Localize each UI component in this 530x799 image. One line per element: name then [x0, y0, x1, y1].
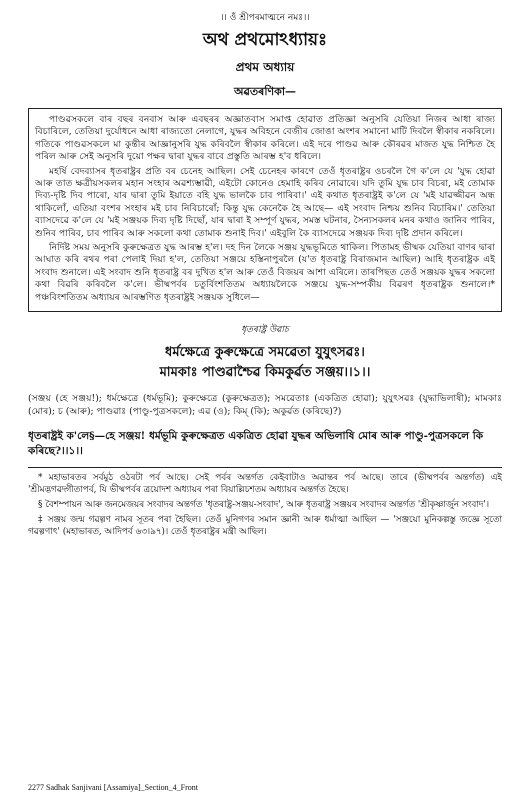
word-gloss: (সঞ্জয় (হে সঞ্জয়!); ধৰ্মক্ষেত্ৰে (ধৰ্মভূমি); কুৰুক্ষেত্ৰে (কুৰুক্ষেত্ৰত); সমৱেতাঃ (একত্ৰিত হোৱা); যুযুৎসৱঃ (যুদ্ধাভিলাষী); মামকাঃ (মোৰ); চ (আৰু); পাণ্ডৱাঃ (পাণ্ডু-পুত্ৰসকলে); এৱ (ও); কিম্ (কি); অকুৰ্ৱত (কৰিছে)?) — [28, 393, 502, 417]
footnote-divider — [28, 467, 502, 468]
invocation: ।। ওঁ শ্ৰীপৰমাত্মনে নমঃ।। — [220, 13, 310, 23]
footnote-1: * মহাভাৰতৰ সৰ্বমুঠ ওঠৰটা পৰ্ব আছে। সেই পৰ্বৰ অন্তৰ্গত কেইবাটাও অৱান্তৰ পৰ্ব আছে। তাৰে (ভীষ্মপৰ্বৰ অন্তৰ্গত) এই 'শ্ৰীমদ্ভগৱদ্গীতাপৰ্ব, যি ভীষ্মপৰ্বৰ ত্ৰয়োদশ অধ্যায়ৰ পৰা বিয়াল্লিচশতম অধ্যায়ৰ অন্তৰ্গত হৈছে। — [28, 472, 502, 495]
verse — [28, 343, 502, 383]
chapter-title: অথ প্ৰথমোঽধ্যায়ঃ — [202, 30, 328, 50]
footnote-2: § বৈশম্পায়ন আৰু জনমেজয়ৰ সংবাদৰ অন্তৰ্গত 'ধৃতৰাষ্ট্ৰ-সঞ্জয়-সংবাদ', আৰু ধৃতৰাষ্ট্ৰ সঞ্জয়ৰ সংবাদৰ অন্তৰ্গত 'শ্ৰীকৃষ্ণাৰ্জুন সংবাদ'। — [38, 499, 489, 510]
intro-box — [28, 108, 502, 312]
intro-paragraph-3: নিৰ্দিষ্ট সময় অনুসৰি কুৰুক্ষেত্ৰত যুদ্ধ আৰম্ভ হ'ল। দহ দিন লৈকে সঞ্জয় যুদ্ধভূমিতে থাকিল। পিতামহ ভীষ্মক যেতিয়া বাণৰ দ্বাৰা আঘাত কৰি ৰথৰ পৰা পেলাই দিয়া হ'ল, তেতিয়া সঞ্জয়ে হস্তিনাপুৰলৈ (য'ত ধৃতৰাষ্ট্ৰ বিৰাজমান আছিল) আহি ধৃতৰাষ্ট্ৰক এই সংবাদ শুনালে। এই সংবাদ শুনি ধৃতৰাষ্ট্ৰ বৰ দুখিত হ'ল আৰু তেওঁ বিজয়ৰ আশা এৰিলে। তাৰপিছত তেওঁ সঞ্জয়ক যুদ্ধৰ সকলো কথা বিৱৰি কৰিবলৈ ক'লে। ভীষ্মপৰ্বৰ চতুৰ্বিংশতিতম অধ্যায়লৈকে সঞ্জয়ে যুদ্ধ-সম্পৰ্কীয় বিৱৰণ ধৃতৰাষ্ট্ৰক শুনালে।* পঞ্চবিংশতিতম অধ্যায়ৰ আৰম্ভণিত ধৃতৰাষ্ট্ৰই সঞ্জয়ক সুধিলে— — [35, 242, 495, 303]
footnotes — [28, 472, 502, 538]
speaker-label: ধৃতৰাষ্ট্ৰ উৱাচ — [241, 325, 289, 336]
translation: ধৃতৰাষ্ট্ৰই ক'লে§—হে সঞ্জয়! ধৰ্মভূমি কুৰুক্ষেত্ৰত একত্ৰিত হোৱা যুদ্ধৰ অভিলাষি মোৰ আৰু পাণ্ডু-পুত্ৰসকলে কি কৰিছে?।।১।। — [28, 429, 484, 457]
intro-heading: অৱতৰণিকা— — [233, 85, 297, 98]
chapter-subtitle: প্ৰথম অধ্যায় — [235, 60, 295, 74]
verse-line-1: ধৰ্মক্ষেত্ৰে কুৰুক্ষেত্ৰে সমৱেতা যুযুৎসৱঃ। — [165, 345, 365, 361]
footnote-3: ‡ সঞ্জয় জন্ম গৱল্গণ নামৰ সূতৰ পৰা হৈছিল। তেওঁ মুনিগণৰ সমান জ্ঞানী আৰু ধৰ্মাত্মা আছিল — 'সঞ্জয়ো মুনিকল্পস্তু জজ্ঞে সূতো গৱল্গণাৎ' (মহাভাৰত, আদিপৰ্ব ৬৩।৯৭)। তেওঁ ধৃতৰাষ্ট্ৰৰ মন্ত্ৰী আছিল। — [28, 514, 502, 537]
intro-paragraph-2: মহৰ্ষি বেদব্যাসৰ ধৃতৰাষ্ট্ৰৰ প্ৰতি বৰ চেনেহ আছিল। সেই চেনেহৰ কাৰণে তেওঁ ধৃতৰাষ্ট্ৰৰ ওচৰলৈ গৈ ক'লে যে 'যুদ্ধ হোৱা আৰু তাত ক্ষত্ৰীয়সকলৰ মহান সংহাৰ অৱশ্যম্ভাৱী, এইটো কোনেও হেমাহি কৰিব নোৱাৰে। যদি তুমি যুদ্ধ চাব বিচৰা, মই তোমাক দিব্য-দৃষ্টি দিব পাৰো, যাৰ দ্বাৰা তুমি ইয়াতে বহি যুদ্ধ ভালকৈ চাব পাৰিবা।' এই কথাত ধৃতৰাষ্ট্ৰই ক'লে যে 'মই যাৱজ্জীৱন অন্ধ থাকিলোঁ, এতিয়া বংশৰ সংহাৰ মই চাব নিবিচাৰোঁ; কিন্তু যুদ্ধ কেনেকৈ হৈ আছে— এই সংবাদ নিশ্চয় শুনিব বিচাৰিম।' তেতিয়া ব্যাসদেৱে ক'লে যে 'মই সঞ্জয়ক দিব্য দৃষ্টি দিছোঁ, যাৰ দ্বাৰা ই সম্পূৰ্ণ যুদ্ধৰ, সমস্ত ঘটনাৰ, সৈন্যসকলৰ মনৰ কথাও জানিব পাৰিব, শুনিব পাৰিব, চাব পাৰিব আৰু সকলো কথা তোমাক শুনাই দিব।' এইবুলি কৈ ব্যাসদেৱে সঞ্জয়ক দিব্য দৃষ্টি প্ৰদান কৰিলে। — [35, 165, 495, 239]
verse-line-2: মামকাঃ পাণ্ডৱাশ্চৈৱ কিমকুৰ্ৱত সঞ্জয়।।১।। — [159, 365, 371, 381]
document-page — [28, 10, 502, 541]
intro-paragraph-1: পাণ্ডৱসকলে বাৰ বছৰ বনবাস আৰু এবছৰৰ অজ্ঞাতবাস সমাপ্ত হোৱাত প্ৰতিজ্ঞা অনুসৰি যেতিয়া নিজৰ আধা ৰাজ্য বিচাৰিলে, তেতিয়া দুৰ্যোধনে আধা ৰাজ্যতো নেলাগে, যুদ্ধৰ অবিহনে বেজীৰ জোঙা অংশৰ সমানো মাটি দিবলৈ স্বীকাৰ নকৰিলে। গতিকে পাণ্ডৱসকলে মা কুন্তীৰ আজ্ঞানুসৰি যুদ্ধ কৰিবলৈ স্বীকাৰ কৰিলে। এই দৰে পাণ্ডৱ আৰু কৌৰৱৰ মাজত যুদ্ধ নিশ্চিত হৈ পৰিল আৰু সেই অনুসৰি দুয়ো পক্ষৰ দ্বাৰা যুদ্ধৰ বাবে প্ৰস্তুতি আৰম্ভ হ'ব ধৰিলে। — [35, 114, 495, 163]
page-footer: 2277 Sadhak Sanjivani [Assamiya]_Section_4_Front — [28, 783, 198, 792]
